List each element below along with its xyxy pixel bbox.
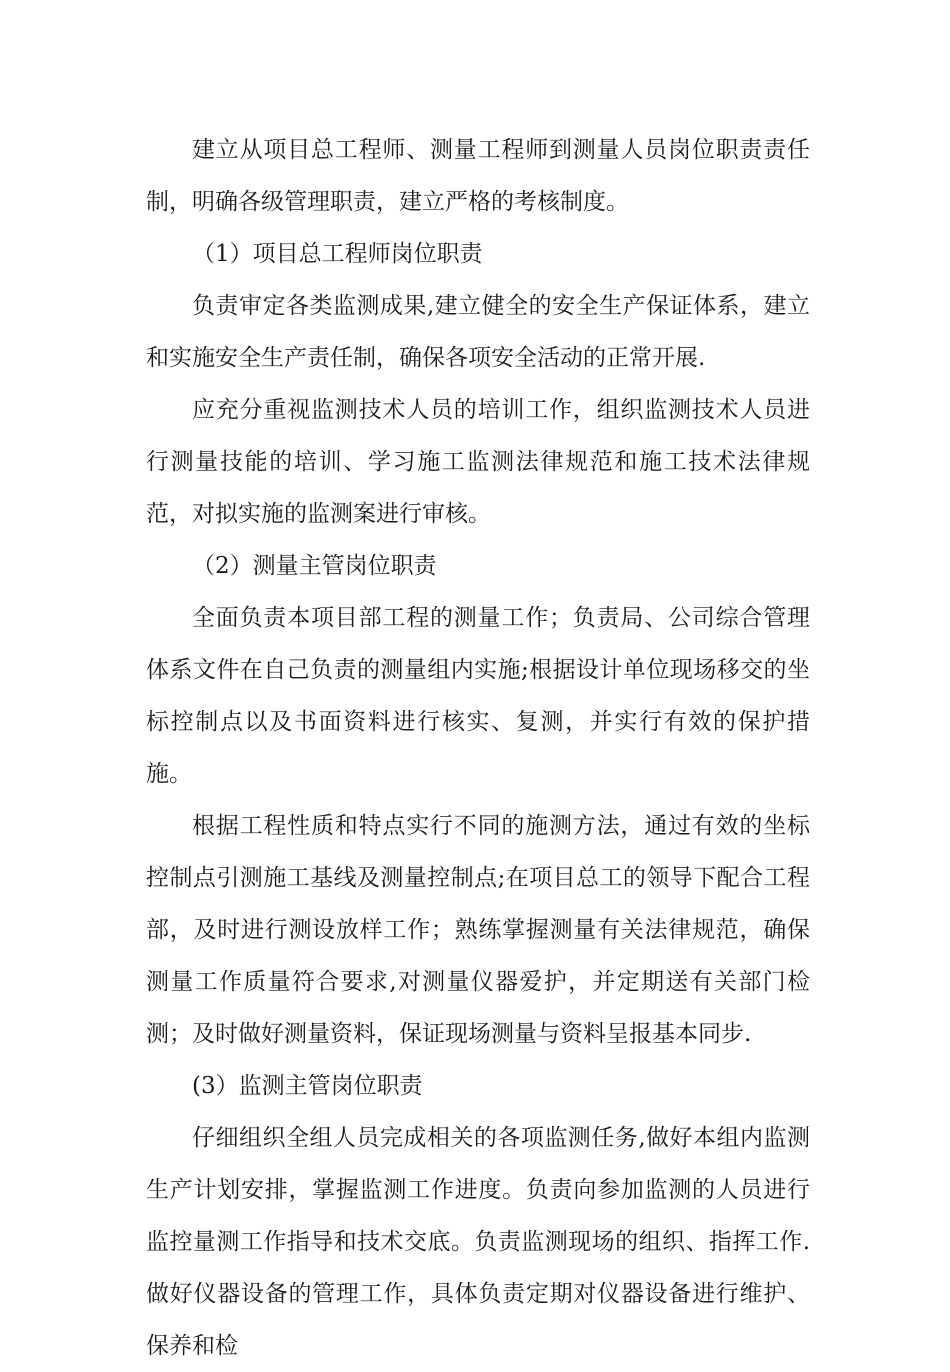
paragraph-chief-engineer-duty-2: 应充分重视监测技术人员的培训工作，组织监测技术人员进行测量技能的培训、学习施工监测法律规范和施工技术法律规范，对拟实施的监测案进行审核。 xyxy=(146,397,810,527)
section-heading-survey-supervisor: （2）测量主管岗位职责 xyxy=(192,553,437,579)
paragraph-survey-supervisor-duty-2: 根据工程性质和特点实行不同的施测方法，通过有效的坐标控制点引测施工基线及测量控制点;在项目总工的领导下配合工程部，及时进行测设放样工作；熟练掌握测量有关法律规范，确保测量工作质量符合要求,对测量仪器爱护，并定期送有关部门检测；及时做好测量资料，保证现场测量与资料呈报基本同步. xyxy=(146,813,810,1047)
paragraph-chief-engineer-duty-1: 负责审定各类监测成果,建立健全的安全生产保证体系，建立和实施安全生产责任制，确保各项安全活动的正常开展. xyxy=(146,293,810,371)
paragraph-survey-supervisor-duty-1: 全面负责本项目部工程的测量工作；负责局、公司综合管理体系文件在自己负责的测量组内实施;根据设计单位现场移交的坐标控制点以及书面资料进行核实、复测，并实行有效的保护措施。 xyxy=(146,605,810,787)
section-heading-monitoring-supervisor: (3）监测主管岗位职责 xyxy=(192,1073,423,1099)
document-body xyxy=(146,124,810,1372)
paragraph-monitoring-supervisor-duty-1: 仔细组织全组人员完成相关的各项监测任务,做好本组内监测生产计划安排，掌握监测工作进度。负责向参加监测的人员进行监控量测工作指导和技术交底。负责监测现场的组织、指挥工作.做好仪器设备的管理工作，具体负责定期对仪器设备进行维护、保养和检 xyxy=(146,1125,810,1359)
paragraph-responsibility-system: 建立从项目总工程师、测量工程师到测量人员岗位职责责任制，明确各级管理职责，建立严格的考核制度。 xyxy=(146,137,810,215)
section-heading-chief-engineer: （1）项目总工程师岗位职责 xyxy=(192,241,483,267)
